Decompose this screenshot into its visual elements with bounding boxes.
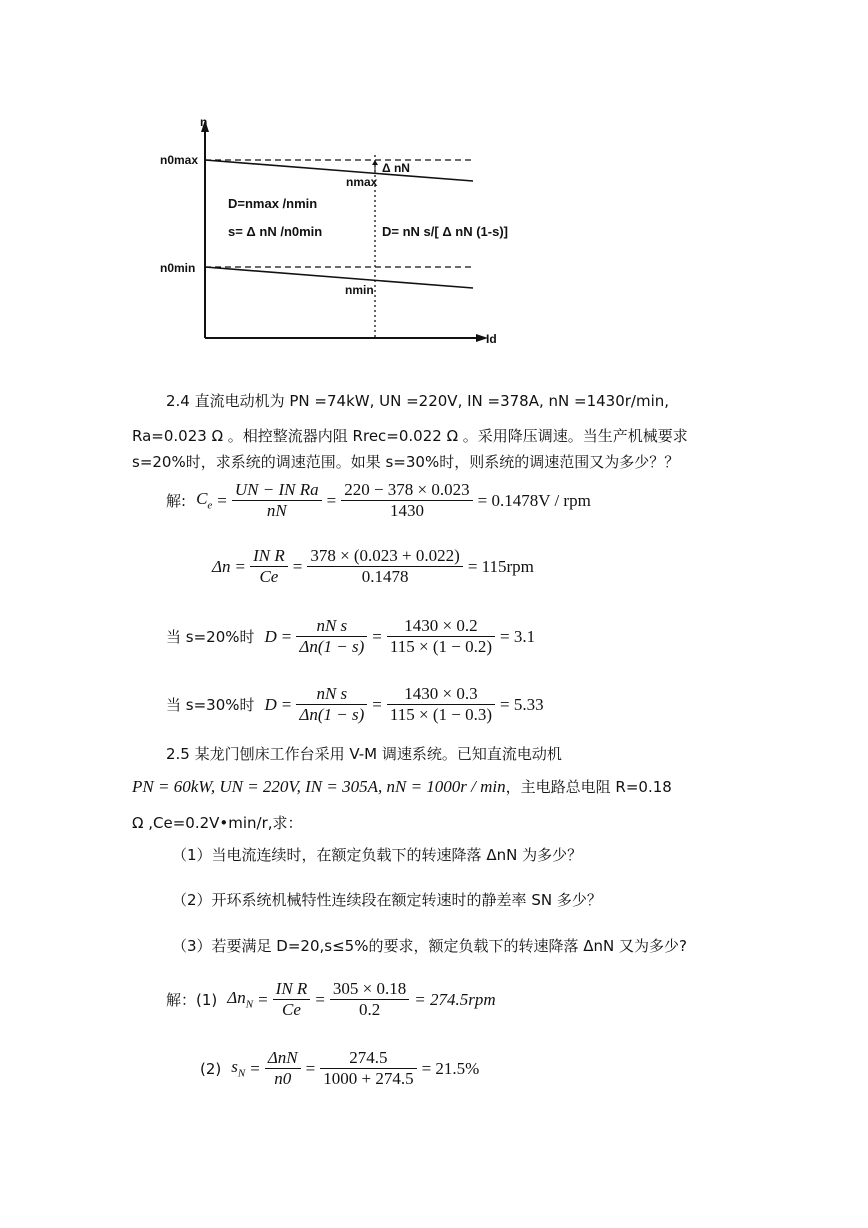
formula-s: s= Δ nN /n0min [228,224,323,239]
p25-question-2: （2）开环系统机械特性连续段在额定转速时的静差率 SN 多少？ [172,891,602,909]
ce-numeric-fraction: $\frac{220 - 378 \times 0.023}{1430}$ [341,480,472,521]
p25-resistance-text: ，主电路总电阻 R=0.18 [505,778,672,796]
s30-numeric-fraction: $\frac{1430 \times 0.3}{115 \times (1 - 0.3)}$ [387,684,495,725]
high-speed-characteristic [205,160,473,181]
p25-given-values: PN = 60kW, UN = 220V, IN = 305A, nN = 1000r / min [132,777,506,796]
n0max-label: n0max [160,153,199,167]
p25-line2 [132,777,672,797]
a2-label: (2) [200,1059,222,1078]
s20-fraction: $\frac{\text{nN s}}{\Delta n(1 - s)}$ [296,616,367,657]
p25-question-1: （1）当电流连续时，在额定负载下的转速降落 ΔnN 为多少？ [172,846,583,864]
s20-result: = 3.1 [499,626,536,646]
a2-numeric-fraction: $\frac{274.5}{1000 + 274.5}$ [320,1048,416,1089]
a1-result: = 274.5rpm [414,989,496,1009]
p24-solution-label: 解: [166,492,187,510]
p24-dn-equation: Δn = $\frac{\text{IN R}}{Ce}$ = $\frac{378 \times (0.023 + 0.022)}{0.1478}$ = 115rpm [212,546,534,586]
p24-s30-equation: 当 s=30%时 D = $\frac{\text{nN s}}{\Delta n(1 - s)}$ = $\frac{1430 \times 0.3}{115 \times (1 - 0.3)}$ = 5.33 [166,684,544,724]
p24-line2: Ra=0.023 Ω 。相控整流器内阻 Rrec=0.022 Ω 。采用降压调速。当生产机械要求 [132,427,688,445]
s30-fraction: $\frac{\text{nN s}}{\Delta n(1 - s)}$ [296,684,367,725]
p25-answer-1: 解：(1) $\Delta n_N$ = $\frac{\text{IN R}}{Ce}$ = $\frac{305 \times 0.18}{0.2}$ = 274.5rpm [166,979,496,1019]
s30-result: = 5.33 [499,694,544,714]
a2-fraction: $\frac{\text{ΔnN}}{n0}$ [265,1048,301,1089]
ce-fraction: $\frac{\text{UN − IN Ra}}{nN}$ [232,480,322,521]
s20-label: 当 s=20%时 [166,628,255,646]
p25-question-3: （3）若要满足 D=20,s≤5%的要求，额定负载下的转速降落 ΔnN 又为多少? [172,937,687,955]
s30-label: 当 s=30%时 [166,696,255,714]
low-speed-characteristic [205,267,473,288]
p25-answer-2: (2) $s_N$ = $\frac{\text{ΔnN}}{n0}$ = $\frac{274.5}{1000 + 274.5}$ = 21.5% [200,1048,480,1088]
dn-fraction: $\frac{\text{IN R}}{Ce}$ [250,546,288,587]
dn-result: = 115rpm [467,556,534,576]
p24-line3: s=20%时，求系统的调速范围。如果 s=30%时，则系统的调速范围又为多少？？ [132,453,680,471]
n-axis-label: n [200,115,208,129]
formula-D-ratio: D=nmax /nmin [228,196,318,211]
a1-numeric-fraction: $\frac{305 \times 0.18}{0.2}$ [330,979,409,1020]
p24-ce-equation: 解: $C_e$ = $\frac{\text{UN − IN Ra}}{nN}$ = $\frac{220 - 378 \times 0.023}{1430}$ = 0.1478V / rpm [166,480,591,520]
a1-fraction: $\frac{\text{IN R}}{Ce}$ [273,979,311,1020]
speed-characteristic-graph [160,110,520,360]
nmin-label: nmin [345,283,374,297]
id-axis-label: Id [486,332,497,346]
nmax-label: nmax [346,175,378,189]
p24-line1: 2.4 直流电动机为 PN =74kW, UN =220V, IN =378A, nN =1430r/min, [166,392,670,410]
a1-label: 解：(1) [166,991,218,1009]
s20-numeric-fraction: $\frac{1430 \times 0.2}{115 \times (1 - 0.2)}$ [387,616,495,657]
ce-result: = 0.1478V / rpm [477,490,591,510]
dn-numeric-fraction: $\frac{378 \times (0.023 + 0.022)}{0.1478}$ [307,546,463,587]
n0min-label: n0min [160,261,196,275]
ce-symbol: $C_e$ [196,489,213,512]
delta-nN-label: Δ nN [382,161,410,175]
p25-line1: 2.5 某龙门刨床工作台采用 V-M 调速系统。已知直流电动机 [166,745,562,763]
delta-arrow-head [372,160,378,165]
p25-line3: Ω ,Ce=0.2V•min/r,求： [132,814,303,832]
formula-D-general: D= nN s/[ Δ nN (1-s)] [382,224,508,239]
p24-s20-equation: 当 s=20%时 D = $\frac{\text{nN s}}{\Delta n(1 - s)}$ = $\frac{1430 \times 0.2}{115 \times (1 - 0.2)}$ = 3.1 [166,616,536,656]
a2-result: = 21.5% [421,1058,480,1078]
